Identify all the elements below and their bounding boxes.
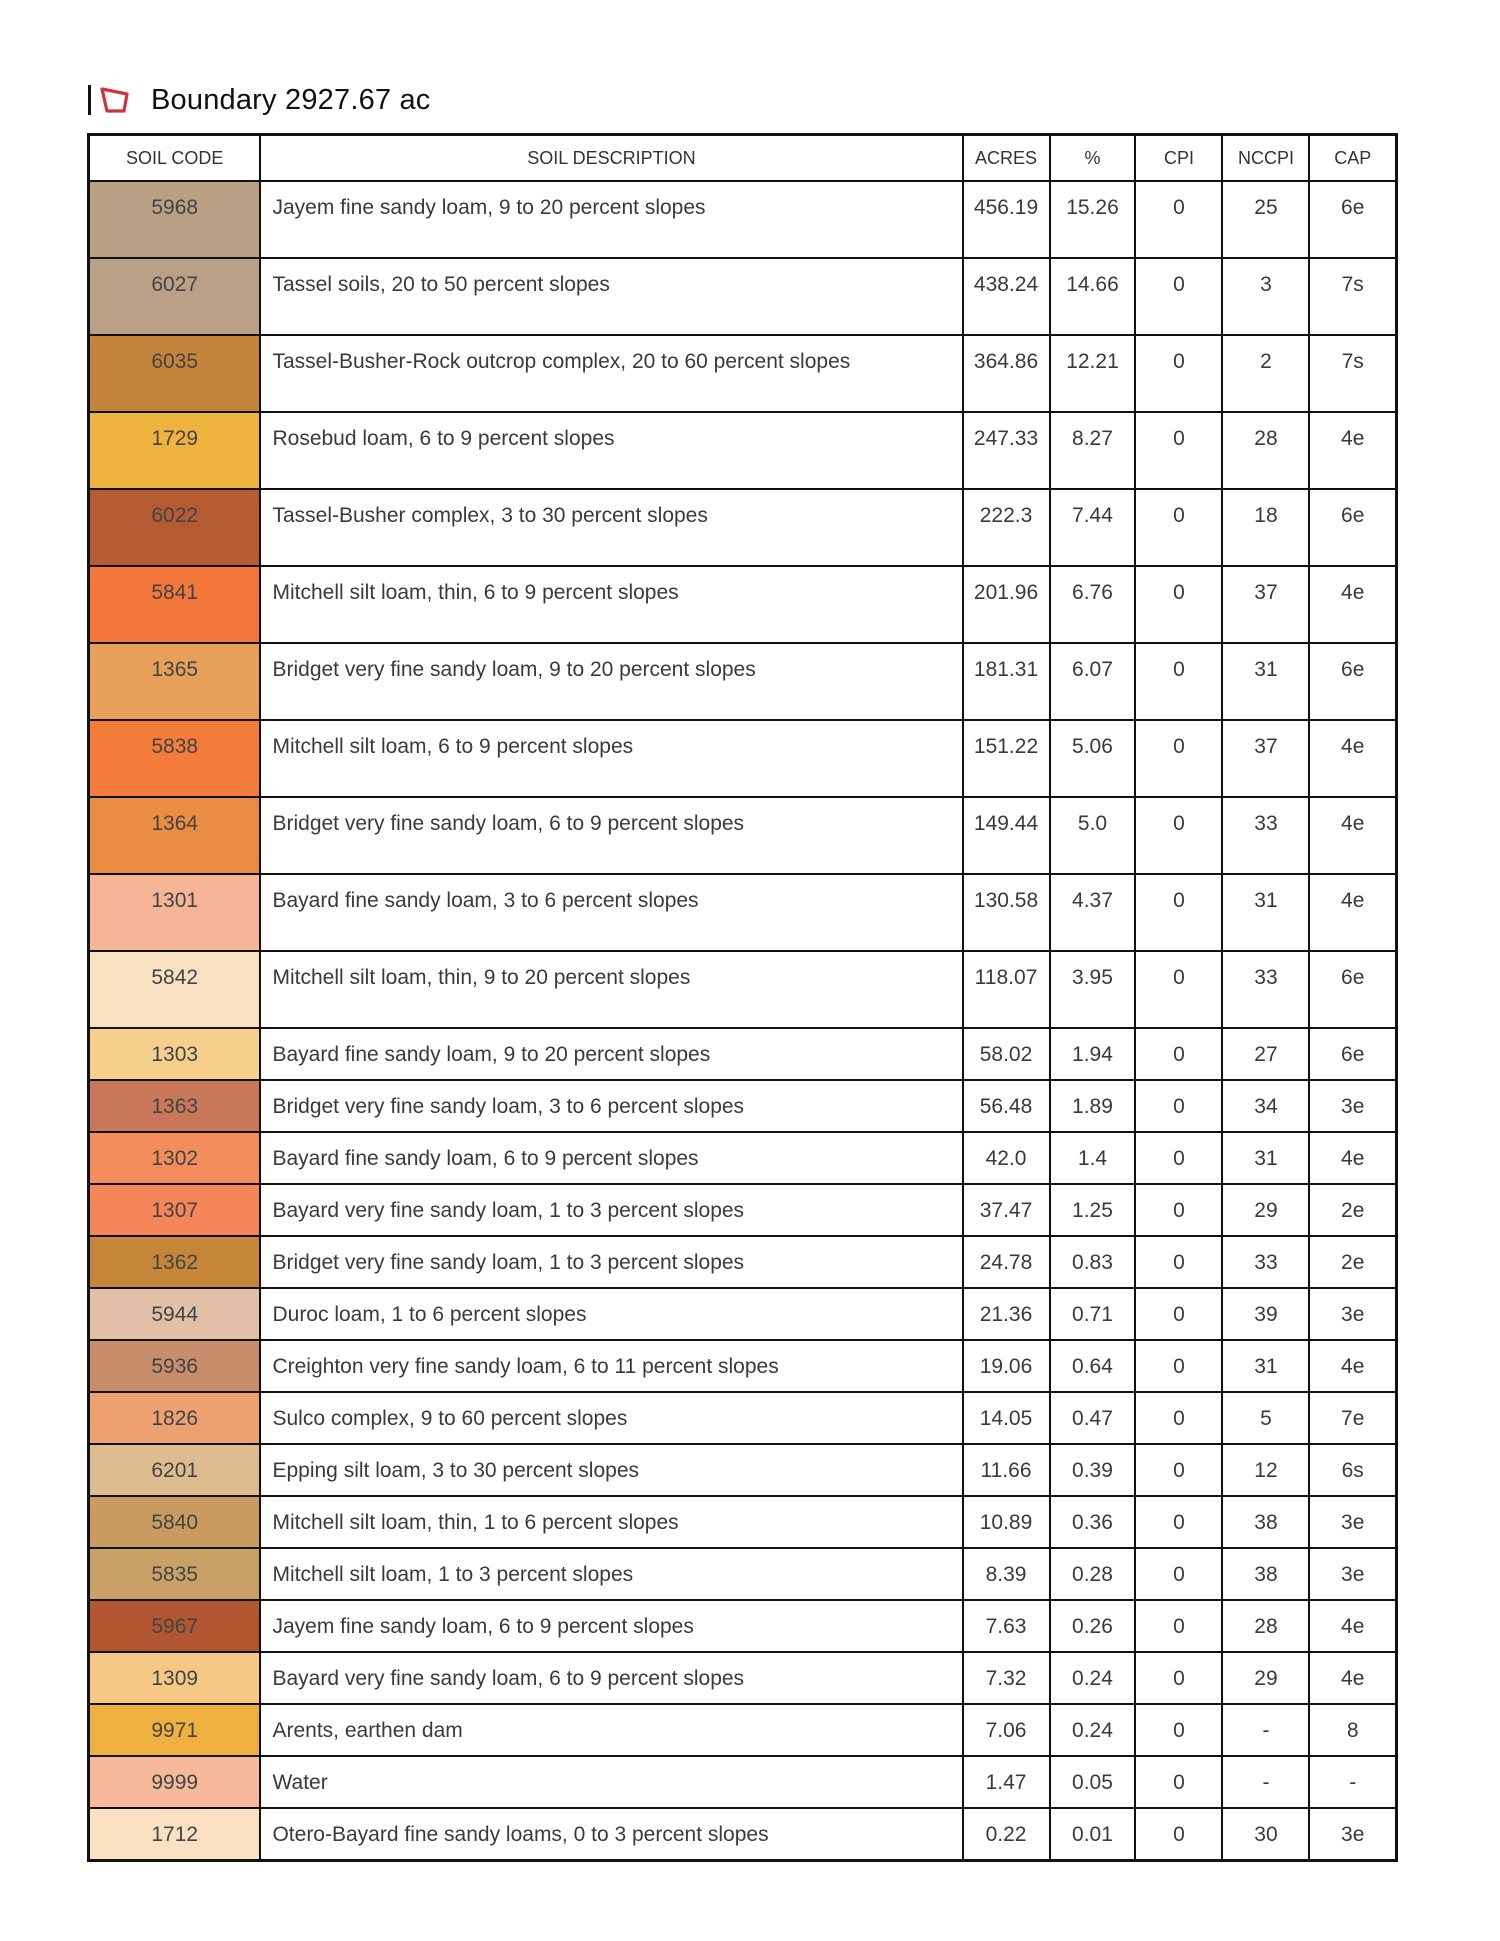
acres-cell: 7.06 — [963, 1704, 1050, 1756]
table-row — [89, 1340, 1397, 1392]
acres-cell: 24.78 — [963, 1236, 1050, 1288]
cpi-cell: 0 — [1135, 1340, 1222, 1392]
percent-cell: 0.28 — [1050, 1548, 1136, 1600]
cap-cell: 7s — [1309, 258, 1396, 335]
cpi-cell: 0 — [1135, 1600, 1222, 1652]
nccpi-cell: 27 — [1222, 1028, 1309, 1080]
table-row — [89, 1496, 1397, 1548]
header-divider — [88, 85, 91, 115]
nccpi-cell: 31 — [1222, 643, 1309, 720]
cap-cell: 3e — [1309, 1496, 1396, 1548]
nccpi-cell: 28 — [1222, 1600, 1309, 1652]
cap-cell: 4e — [1309, 1600, 1396, 1652]
acres-cell: 11.66 — [963, 1444, 1050, 1496]
cpi-cell: 0 — [1135, 412, 1222, 489]
soil-description-cell: Bridget very fine sandy loam, 1 to 3 percent slopes — [260, 1236, 962, 1288]
soil-code-cell: 1302 — [89, 1132, 261, 1184]
table-row — [89, 1288, 1397, 1340]
percent-cell: 0.83 — [1050, 1236, 1136, 1288]
table-row — [89, 258, 1397, 335]
acres-cell: 181.31 — [963, 643, 1050, 720]
cpi-cell: 0 — [1135, 1184, 1222, 1236]
soil-description-cell: Duroc loam, 1 to 6 percent slopes — [260, 1288, 962, 1340]
cap-cell: 2e — [1309, 1236, 1396, 1288]
cpi-cell: 0 — [1135, 1808, 1222, 1861]
acres-cell: 8.39 — [963, 1548, 1050, 1600]
cap-cell: 4e — [1309, 720, 1396, 797]
cap-cell: 8 — [1309, 1704, 1396, 1756]
nccpi-cell: 38 — [1222, 1548, 1309, 1600]
soil-description-cell: Mitchell silt loam, 6 to 9 percent slopes — [260, 720, 962, 797]
soil-code-cell: 9971 — [89, 1704, 261, 1756]
soil-description-cell: Sulco complex, 9 to 60 percent slopes — [260, 1392, 962, 1444]
soil-code-cell: 9999 — [89, 1756, 261, 1808]
soil-description-cell: Bayard fine sandy loam, 3 to 6 percent slopes — [260, 874, 962, 951]
cpi-cell: 0 — [1135, 1548, 1222, 1600]
acres-cell: 247.33 — [963, 412, 1050, 489]
nccpi-cell: 39 — [1222, 1288, 1309, 1340]
percent-cell: 0.47 — [1050, 1392, 1136, 1444]
cap-cell: 4e — [1309, 797, 1396, 874]
table-row — [89, 1600, 1397, 1652]
soil-code-cell: 1826 — [89, 1392, 261, 1444]
soil-description-cell: Rosebud loam, 6 to 9 percent slopes — [260, 412, 962, 489]
soil-description-cell: Mitchell silt loam, thin, 9 to 20 percent slopes — [260, 951, 962, 1028]
table-row — [89, 951, 1397, 1028]
table-row — [89, 1756, 1397, 1808]
soil-code-cell: 6035 — [89, 335, 261, 412]
nccpi-cell: - — [1222, 1756, 1309, 1808]
cpi-cell: 0 — [1135, 1392, 1222, 1444]
cpi-cell: 0 — [1135, 797, 1222, 874]
nccpi-cell: 33 — [1222, 951, 1309, 1028]
column-header-soil-description: SOIL DESCRIPTION — [260, 135, 962, 182]
soil-description-cell: Bayard fine sandy loam, 9 to 20 percent slopes — [260, 1028, 962, 1080]
soil-description-cell: Epping silt loam, 3 to 30 percent slopes — [260, 1444, 962, 1496]
percent-cell: 12.21 — [1050, 335, 1136, 412]
soil-description-cell: Tassel-Busher-Rock outcrop complex, 20 to 60 percent slopes — [260, 335, 962, 412]
cpi-cell: 0 — [1135, 1028, 1222, 1080]
cap-cell: 4e — [1309, 1132, 1396, 1184]
cap-cell: 7s — [1309, 335, 1396, 412]
soil-description-cell: Tassel soils, 20 to 50 percent slopes — [260, 258, 962, 335]
acres-cell: 364.86 — [963, 335, 1050, 412]
cpi-cell: 0 — [1135, 1704, 1222, 1756]
acres-cell: 19.06 — [963, 1340, 1050, 1392]
percent-cell: 7.44 — [1050, 489, 1136, 566]
cpi-cell: 0 — [1135, 951, 1222, 1028]
soil-description-cell: Creighton very fine sandy loam, 6 to 11 percent slopes — [260, 1340, 962, 1392]
cpi-cell: 0 — [1135, 1652, 1222, 1704]
table-row — [89, 1808, 1397, 1861]
page-title: Boundary 2927.67 ac — [151, 83, 431, 116]
soil-code-cell: 1362 — [89, 1236, 261, 1288]
table-row — [89, 1548, 1397, 1600]
table-row — [89, 1444, 1397, 1496]
percent-cell: 4.37 — [1050, 874, 1136, 951]
table-row — [89, 412, 1397, 489]
soil-code-cell: 5838 — [89, 720, 261, 797]
percent-cell: 0.71 — [1050, 1288, 1136, 1340]
acres-cell: 14.05 — [963, 1392, 1050, 1444]
cap-cell: 4e — [1309, 412, 1396, 489]
acres-cell: 222.3 — [963, 489, 1050, 566]
soil-table — [87, 133, 1398, 1862]
table-row — [89, 643, 1397, 720]
soil-description-cell: Bridget very fine sandy loam, 9 to 20 percent slopes — [260, 643, 962, 720]
acres-cell: 438.24 — [963, 258, 1050, 335]
nccpi-cell: 3 — [1222, 258, 1309, 335]
percent-cell: 0.24 — [1050, 1652, 1136, 1704]
cpi-cell: 0 — [1135, 1756, 1222, 1808]
soil-code-cell: 6201 — [89, 1444, 261, 1496]
table-row — [89, 489, 1397, 566]
percent-cell: 0.24 — [1050, 1704, 1136, 1756]
nccpi-cell: 28 — [1222, 412, 1309, 489]
nccpi-cell: 2 — [1222, 335, 1309, 412]
percent-cell: 14.66 — [1050, 258, 1136, 335]
percent-cell: 6.07 — [1050, 643, 1136, 720]
acres-cell: 42.0 — [963, 1132, 1050, 1184]
soil-code-cell: 1712 — [89, 1808, 261, 1861]
soil-description-cell: Tassel-Busher complex, 3 to 30 percent slopes — [260, 489, 962, 566]
percent-cell: 6.76 — [1050, 566, 1136, 643]
cap-cell: 3e — [1309, 1080, 1396, 1132]
soil-description-cell: Bridget very fine sandy loam, 3 to 6 percent slopes — [260, 1080, 962, 1132]
acres-cell: 1.47 — [963, 1756, 1050, 1808]
soil-description-cell: Jayem fine sandy loam, 6 to 9 percent slopes — [260, 1600, 962, 1652]
soil-code-cell: 5967 — [89, 1600, 261, 1652]
column-header-percent: % — [1050, 135, 1136, 182]
cpi-cell: 0 — [1135, 1496, 1222, 1548]
cpi-cell: 0 — [1135, 258, 1222, 335]
column-header-acres: ACRES — [963, 135, 1050, 182]
acres-cell: 7.63 — [963, 1600, 1050, 1652]
cpi-cell: 0 — [1135, 1444, 1222, 1496]
column-header-soil-code: SOIL CODE — [89, 135, 261, 182]
percent-cell: 0.36 — [1050, 1496, 1136, 1548]
cap-cell: 4e — [1309, 566, 1396, 643]
acres-cell: 10.89 — [963, 1496, 1050, 1548]
soil-code-cell: 6022 — [89, 489, 261, 566]
table-row — [89, 335, 1397, 412]
cpi-cell: 0 — [1135, 335, 1222, 412]
soil-code-cell: 5936 — [89, 1340, 261, 1392]
soil-table-body — [89, 181, 1397, 1861]
acres-cell: 201.96 — [963, 566, 1050, 643]
column-header-cpi: CPI — [1135, 135, 1222, 182]
table-row — [89, 1704, 1397, 1756]
soil-description-cell: Bayard fine sandy loam, 6 to 9 percent slopes — [260, 1132, 962, 1184]
nccpi-cell: 34 — [1222, 1080, 1309, 1132]
table-row — [89, 1652, 1397, 1704]
percent-cell: 5.06 — [1050, 720, 1136, 797]
cap-cell: 4e — [1309, 1652, 1396, 1704]
cpi-cell: 0 — [1135, 181, 1222, 258]
acres-cell: 21.36 — [963, 1288, 1050, 1340]
acres-cell: 456.19 — [963, 181, 1050, 258]
soil-description-cell: Water — [260, 1756, 962, 1808]
nccpi-cell: - — [1222, 1704, 1309, 1756]
soil-description-cell: Mitchell silt loam, thin, 6 to 9 percent slopes — [260, 566, 962, 643]
percent-cell: 3.95 — [1050, 951, 1136, 1028]
nccpi-cell: 33 — [1222, 797, 1309, 874]
cap-cell: 4e — [1309, 874, 1396, 951]
soil-code-cell: 1364 — [89, 797, 261, 874]
soil-description-cell: Bayard very fine sandy loam, 1 to 3 percent slopes — [260, 1184, 962, 1236]
nccpi-cell: 37 — [1222, 720, 1309, 797]
table-row — [89, 1392, 1397, 1444]
soil-code-cell: 1301 — [89, 874, 261, 951]
cpi-cell: 0 — [1135, 1288, 1222, 1340]
percent-cell: 0.26 — [1050, 1600, 1136, 1652]
soil-code-cell: 5944 — [89, 1288, 261, 1340]
cpi-cell: 0 — [1135, 566, 1222, 643]
column-header-cap: CAP — [1309, 135, 1396, 182]
soil-code-cell: 1307 — [89, 1184, 261, 1236]
nccpi-cell: 31 — [1222, 874, 1309, 951]
nccpi-cell: 29 — [1222, 1184, 1309, 1236]
table-row — [89, 797, 1397, 874]
soil-description-cell: Bayard very fine sandy loam, 6 to 9 percent slopes — [260, 1652, 962, 1704]
cap-cell: 6s — [1309, 1444, 1396, 1496]
cpi-cell: 0 — [1135, 489, 1222, 566]
cap-cell: - — [1309, 1756, 1396, 1808]
nccpi-cell: 31 — [1222, 1132, 1309, 1184]
acres-cell: 56.48 — [963, 1080, 1050, 1132]
percent-cell: 0.01 — [1050, 1808, 1136, 1861]
soil-description-cell: Mitchell silt loam, 1 to 3 percent slopes — [260, 1548, 962, 1600]
cap-cell: 6e — [1309, 1028, 1396, 1080]
cap-cell: 3e — [1309, 1548, 1396, 1600]
percent-cell: 0.64 — [1050, 1340, 1136, 1392]
table-row — [89, 874, 1397, 951]
soil-code-cell: 6027 — [89, 258, 261, 335]
cap-cell: 6e — [1309, 489, 1396, 566]
cap-cell: 6e — [1309, 643, 1396, 720]
cpi-cell: 0 — [1135, 643, 1222, 720]
table-header-row — [89, 135, 1397, 182]
table-row — [89, 1184, 1397, 1236]
soil-code-cell: 1309 — [89, 1652, 261, 1704]
acres-cell: 151.22 — [963, 720, 1050, 797]
nccpi-cell: 30 — [1222, 1808, 1309, 1861]
soil-description-cell: Jayem fine sandy loam, 9 to 20 percent slopes — [260, 181, 962, 258]
soil-code-cell: 1363 — [89, 1080, 261, 1132]
table-row — [89, 181, 1397, 258]
nccpi-cell: 31 — [1222, 1340, 1309, 1392]
table-row — [89, 1028, 1397, 1080]
table-row — [89, 1132, 1397, 1184]
table-row — [89, 720, 1397, 797]
nccpi-cell: 5 — [1222, 1392, 1309, 1444]
nccpi-cell: 12 — [1222, 1444, 1309, 1496]
cpi-cell: 0 — [1135, 720, 1222, 797]
percent-cell: 1.4 — [1050, 1132, 1136, 1184]
soil-code-cell: 1729 — [89, 412, 261, 489]
nccpi-cell: 38 — [1222, 1496, 1309, 1548]
cap-cell: 3e — [1309, 1288, 1396, 1340]
acres-cell: 130.58 — [963, 874, 1050, 951]
cap-cell: 3e — [1309, 1808, 1396, 1861]
percent-cell: 15.26 — [1050, 181, 1136, 258]
percent-cell: 8.27 — [1050, 412, 1136, 489]
nccpi-cell: 29 — [1222, 1652, 1309, 1704]
cap-cell: 6e — [1309, 951, 1396, 1028]
soil-description-cell: Otero-Bayard fine sandy loams, 0 to 3 percent slopes — [260, 1808, 962, 1861]
cap-cell: 7e — [1309, 1392, 1396, 1444]
column-header-nccpi: NCCPI — [1222, 135, 1309, 182]
percent-cell: 0.05 — [1050, 1756, 1136, 1808]
cap-cell: 4e — [1309, 1340, 1396, 1392]
nccpi-cell: 33 — [1222, 1236, 1309, 1288]
soil-code-cell: 1365 — [89, 643, 261, 720]
percent-cell: 1.94 — [1050, 1028, 1136, 1080]
boundary-icon — [99, 85, 131, 115]
acres-cell: 0.22 — [963, 1808, 1050, 1861]
percent-cell: 1.25 — [1050, 1184, 1136, 1236]
soil-code-cell: 5841 — [89, 566, 261, 643]
nccpi-cell: 18 — [1222, 489, 1309, 566]
acres-cell: 118.07 — [963, 951, 1050, 1028]
table-row — [89, 1236, 1397, 1288]
soil-code-cell: 5842 — [89, 951, 261, 1028]
percent-cell: 0.39 — [1050, 1444, 1136, 1496]
soil-description-cell: Arents, earthen dam — [260, 1704, 962, 1756]
soil-code-cell: 5835 — [89, 1548, 261, 1600]
soil-description-cell: Mitchell silt loam, thin, 1 to 6 percent slopes — [260, 1496, 962, 1548]
table-row — [89, 1080, 1397, 1132]
cpi-cell: 0 — [1135, 1080, 1222, 1132]
acres-cell: 149.44 — [963, 797, 1050, 874]
percent-cell: 5.0 — [1050, 797, 1136, 874]
cap-cell: 2e — [1309, 1184, 1396, 1236]
soil-code-cell: 5840 — [89, 1496, 261, 1548]
soil-code-cell: 5968 — [89, 181, 261, 258]
soil-code-cell: 1303 — [89, 1028, 261, 1080]
acres-cell: 58.02 — [963, 1028, 1050, 1080]
cpi-cell: 0 — [1135, 1236, 1222, 1288]
cpi-cell: 0 — [1135, 1132, 1222, 1184]
soil-description-cell: Bridget very fine sandy loam, 6 to 9 percent slopes — [260, 797, 962, 874]
nccpi-cell: 25 — [1222, 181, 1309, 258]
cpi-cell: 0 — [1135, 874, 1222, 951]
cap-cell: 6e — [1309, 181, 1396, 258]
acres-cell: 37.47 — [963, 1184, 1050, 1236]
report-header — [88, 78, 431, 122]
nccpi-cell: 37 — [1222, 566, 1309, 643]
table-row — [89, 566, 1397, 643]
percent-cell: 1.89 — [1050, 1080, 1136, 1132]
acres-cell: 7.32 — [963, 1652, 1050, 1704]
